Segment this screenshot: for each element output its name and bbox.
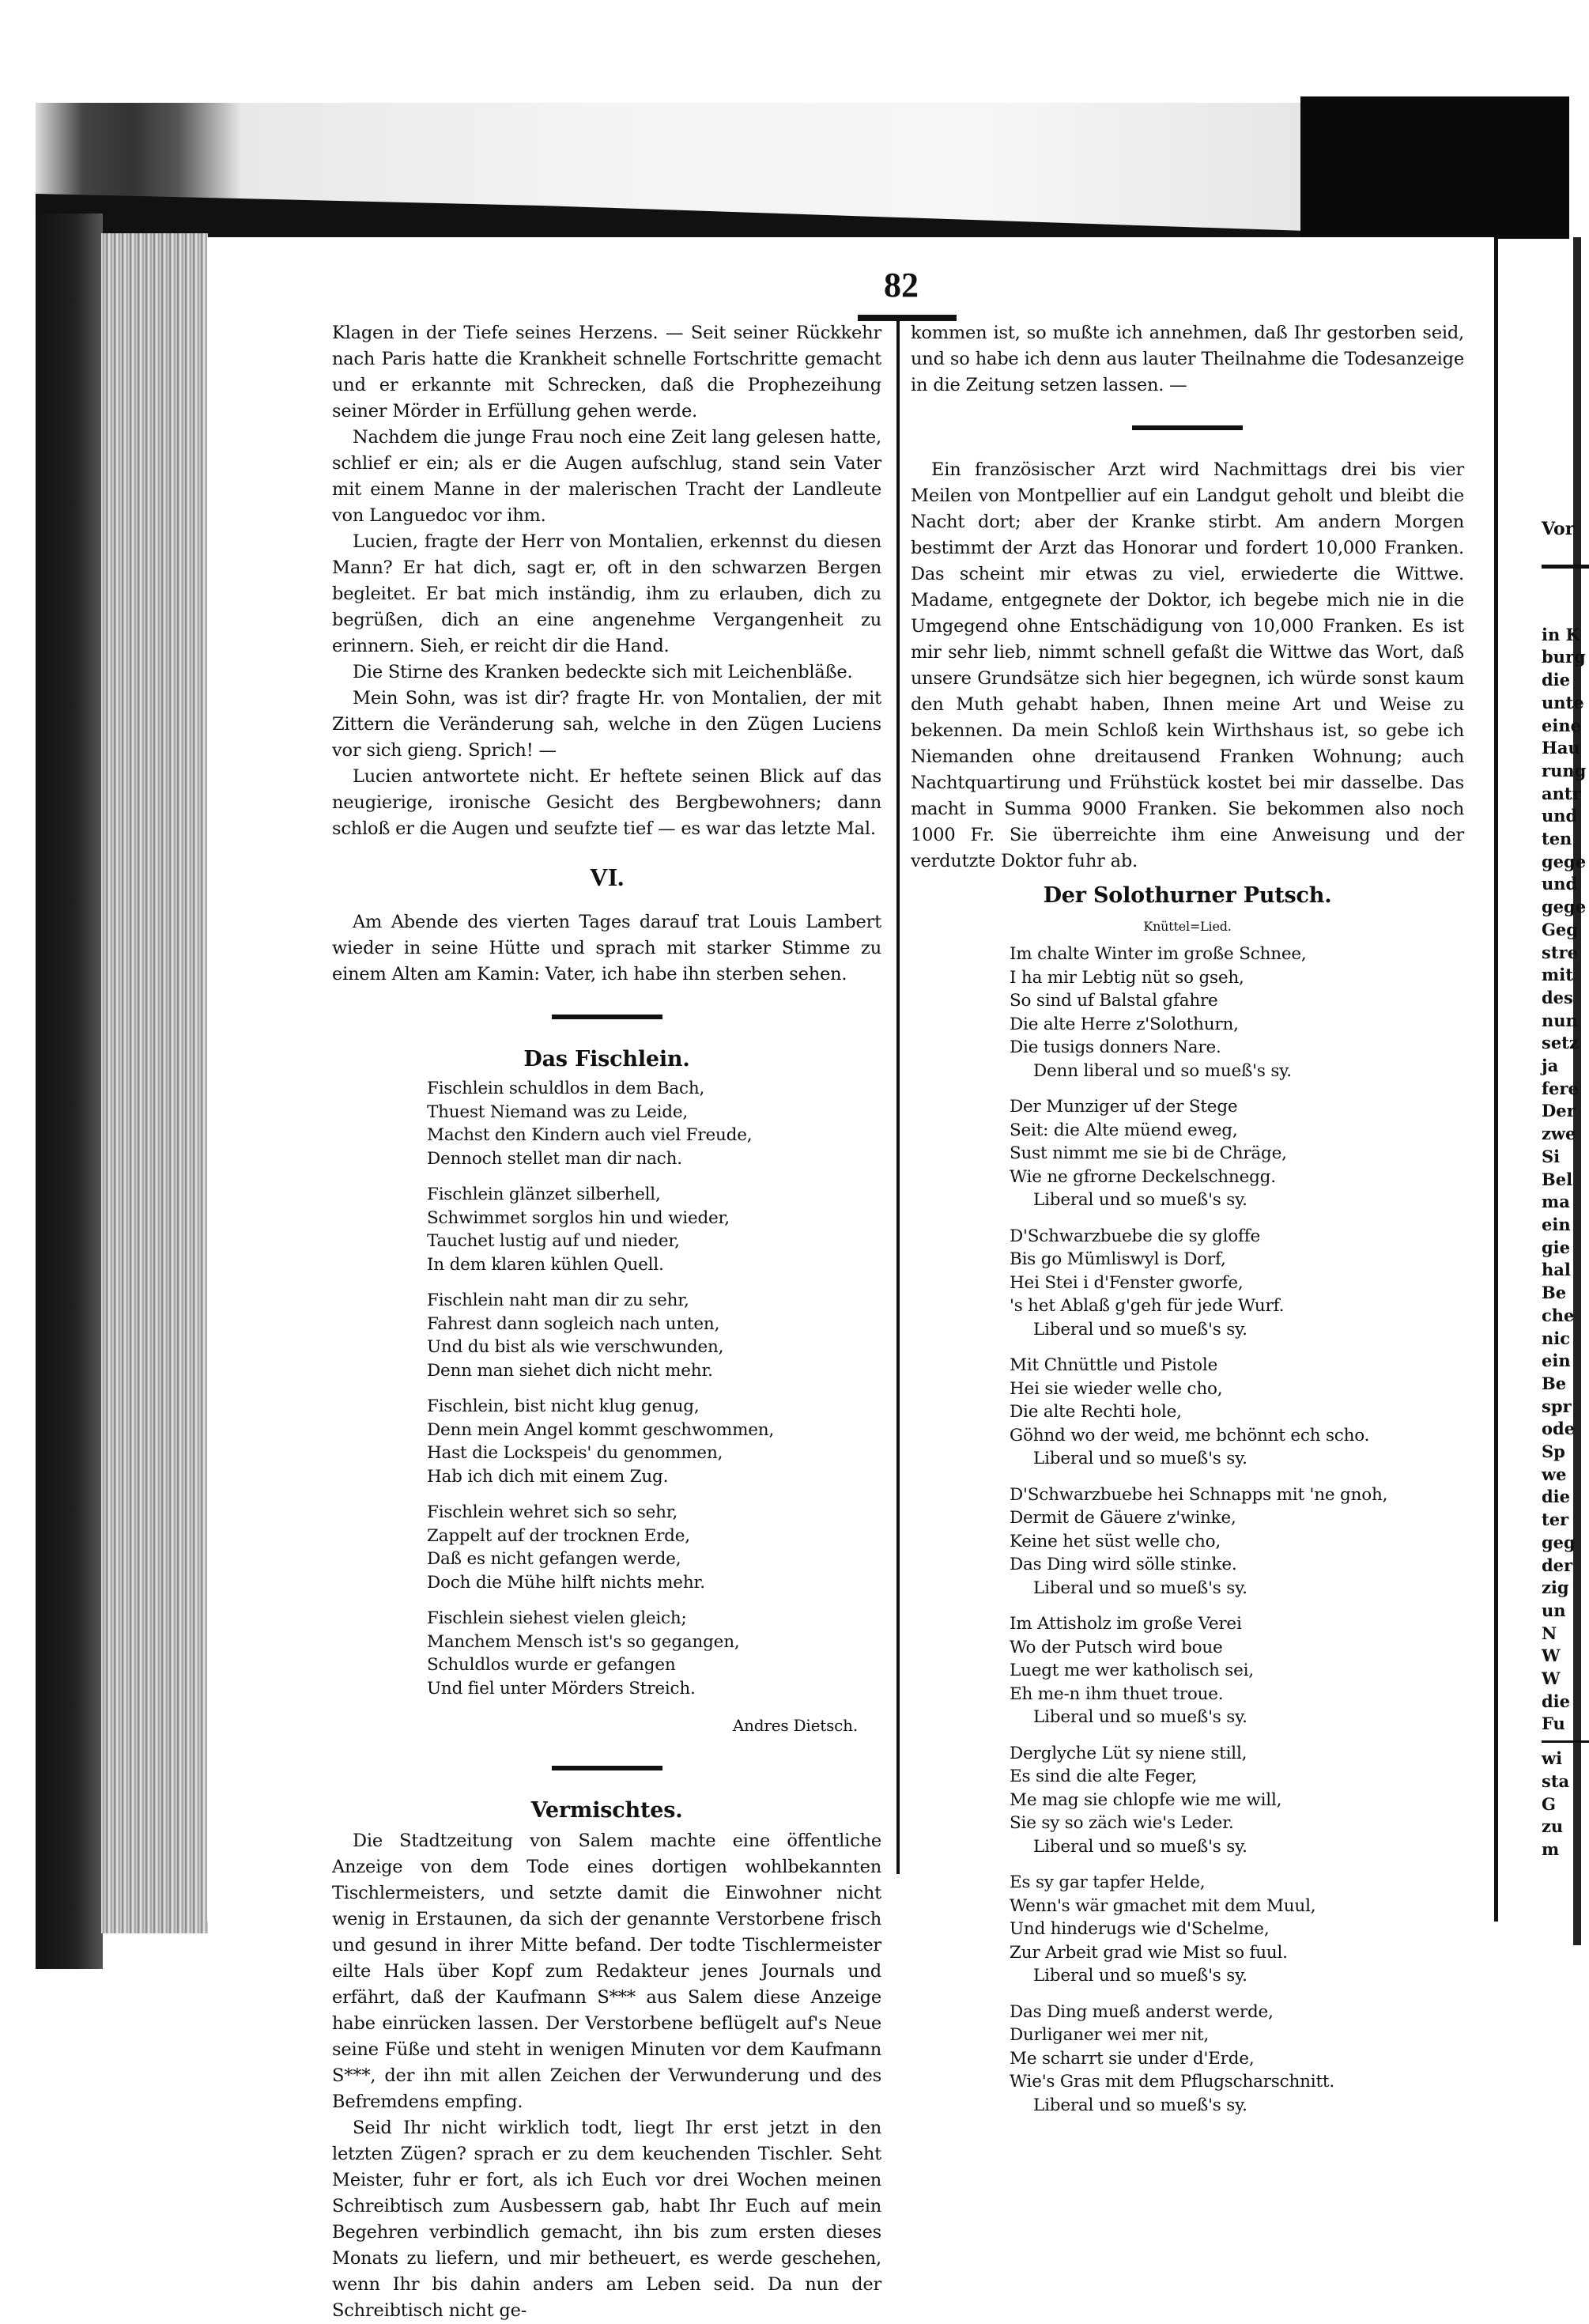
fragment-line: Be [1542, 1373, 1567, 1393]
scan-dark-area [1300, 96, 1569, 239]
poem-line: Schwimmet sorglos hin und wieder, [427, 1207, 730, 1228]
poem-stanza [1010, 1871, 1464, 1988]
book-spine [36, 214, 103, 1969]
poem-line: Das Ding mueß anderst werde, [1010, 2001, 1274, 2022]
paragraph: kommen ist, so mußte ich annehmen, daß Ihr gestorben seid, und so habe ich denn aus lauter Theilnahme die Todesanzeige in die Zeitung setzen lassen. — [911, 323, 1464, 395]
section-heading: VI. [590, 863, 624, 891]
fragment-line: Bel [1542, 1169, 1573, 1189]
poem-line: So sind uf Balstal gfahre [1010, 991, 1218, 1011]
fragment-line: zu [1542, 1816, 1564, 1837]
fragment-line: ode [1542, 1419, 1576, 1439]
fragment-line: die [1542, 1487, 1571, 1507]
article-title: Vermischtes. [530, 1798, 683, 1823]
fragment-line: fere [1542, 1078, 1579, 1098]
poem-line: Me mag sie chlopfe wie me will, [1010, 1789, 1282, 1810]
poem-stanza [427, 1501, 881, 1594]
poem-line: Bis go Mümliswyl is Dorf, [1010, 1249, 1226, 1269]
separator-rule [1132, 425, 1243, 430]
fragment-line: gege [1542, 897, 1587, 917]
poem-line: Mit Chnüttle und Pistole [1010, 1355, 1218, 1375]
poem-line: Und du bist als wie verschwunden, [427, 1337, 724, 1357]
fragment-line: Be [1542, 1283, 1567, 1303]
poem-line: D'Schwarzbuebe hei Schnapps mit 'ne gnoh, [1010, 1484, 1388, 1505]
fragment-line: sta [1542, 1770, 1570, 1791]
fragment-line: des [1542, 987, 1573, 1007]
left-column [332, 320, 881, 2324]
poem-stanza [1010, 1354, 1464, 1471]
article-title: Der Solothurner Putsch. [1043, 883, 1332, 908]
fragment-line: der [1542, 1555, 1573, 1575]
paragraph: Am Abende des vierten Tages darauf trat Louis Lambert wieder in seine Hütte und sprach mit starker Stimme zu einem Alten am Kamin: Vater, ich habe ihn sterben sehen. [332, 912, 881, 984]
poem-refrain: Liberal und so mueß's sy. [1033, 1319, 1247, 1340]
article-title: Das Fischlein. [523, 1047, 690, 1071]
fragment-line: nic [1542, 1328, 1571, 1348]
poem-line: Es sy gar tapfer Helde, [1010, 1872, 1206, 1892]
poem-line: Wenn's wär gmachet mit dem Muul, [1010, 1895, 1316, 1916]
fragment-heading: Vor [1542, 519, 1575, 539]
fragment-line: in K [1542, 624, 1580, 644]
poem-line: Fischlein glänzet silberhell, [427, 1185, 661, 1204]
poem-line: Wie's Gras mit dem Pflugscharschnitt. [1010, 2072, 1334, 2092]
poem-stanza [1010, 1483, 1464, 1600]
poem-line: Dennoch stellet man dir nach. [427, 1148, 682, 1169]
poem-line: Zappelt auf der trocknen Erde, [427, 1525, 690, 1546]
poem-line: Thuest Niemand was zu Leide, [427, 1102, 689, 1122]
poem-line: Hei Stei i d'Fenster gworfe, [1010, 1272, 1244, 1293]
fragment-line: die [1542, 670, 1571, 690]
poem-line: Manchem Mensch ist's so gegangen, [427, 1631, 740, 1652]
poem-refrain: Liberal und so mueß's sy. [1033, 1449, 1247, 1468]
poem-line: Wo der Putsch wird boue [1010, 1637, 1223, 1657]
poem-line: Denn man siehet dich nicht mehr. [427, 1360, 713, 1381]
fragment-line: W [1542, 1646, 1561, 1666]
poem-refrain: Liberal und so mueß's sy. [1033, 1836, 1247, 1857]
fragment-line: und [1542, 874, 1578, 894]
poem-line: Hast die Lockspeis' du genommen, [427, 1443, 723, 1463]
poem-refrain: Liberal und so mueß's sy. [1033, 2095, 1247, 2115]
poem-line: Denn mein Angel kommt geschwommen, [427, 1419, 775, 1440]
fragment-rule [1542, 1740, 1589, 1743]
page-number: 82 [884, 266, 919, 304]
poem-line: Fischlein naht man dir zu sehr, [427, 1290, 689, 1310]
article-subtitle: Knüttel=Lied. [1143, 919, 1232, 934]
poem-line: Die alte Rechti hole, [1010, 1402, 1182, 1422]
poem-stanza [1010, 1095, 1464, 1212]
poem-line: Sust nimmt me sie bi de Chräge, [1010, 1143, 1287, 1163]
fragment-line: G [1542, 1793, 1556, 1814]
poem-line: Keine het süst welle cho, [1010, 1531, 1221, 1551]
fragment-line: die [1542, 1691, 1571, 1711]
fragment-line: m [1542, 1838, 1560, 1859]
page-stack-edge [101, 233, 208, 1933]
fragment-line: Hau [1542, 738, 1580, 758]
poem-stanza [1010, 943, 1464, 1083]
poem-stanza [427, 1607, 881, 1700]
poem-line: I ha mir Lebtig nüt so gseh, [1010, 967, 1244, 988]
fragment-line: Fu [1542, 1714, 1565, 1734]
poem-line: Machst den Kindern auch viel Freude, [427, 1125, 753, 1145]
poem-line: Zur Arbeit grad wie Mist so fuul. [1010, 1942, 1288, 1963]
poem-line: Es sind die alte Feger, [1010, 1767, 1198, 1786]
paragraph: Ein französischer Arzt wird Nachmittags drei bis vier Meilen von Montpellier auf ein Landgut geholt und bleibt die Nacht dort; aber der Kranke stirbt. Am andern Morgen bestimmt der Arzt das Honorar und fordert 10,000 Franken. Das scheint mir etwas zu viel, erwiederte die Wittwe. Madame, entgegnete der Doktor, ich begebe mich nie in die Umgegend ohne Entschädigung von 10,000 Franken. Es ist mir sehr lieb, nimmt schnell gefaßt die Wittwe das Wort, daß unsere Grundsätze sich hier begegnen, ich würde sonst kaum den Muth gehabt haben, Ihnen meine Art und Weise zu bekennen. Da mein Schloß kein Wirthshaus ist, so gebe ich Niemanden ohne dreitausend Franken Wohnung; auch Nachtquartirung und Frühstück kostet bei mir dasselbe. Das macht in Summa 9000 Franken. Sie bekommen also noch 1000 Fr. Sie überreichte ihm eine Anweisung und der verdutzte Doktor fuhr ab. [911, 459, 1464, 871]
paragraph: Lucien, fragte der Herr von Montalien, erkennst du diesen Mann? Er hat dich, sagt er, oft in den schwarzen Bergen begleitet. Er bat mich inständig, ihm zu erlauben, dich zu begrüßen, dich an eine angenehme Vergangenheit zu erinnern. Sieh, er reicht dir die Hand. [332, 531, 881, 656]
poem-refrain: Denn liberal und so mueß's sy. [1033, 1060, 1292, 1081]
fragment-line: rung [1542, 760, 1587, 780]
fragment-line: hal [1542, 1260, 1571, 1280]
poem-line: Schuldlos wurde er gefangen [427, 1655, 676, 1675]
fragment-line: Sp [1542, 1442, 1565, 1462]
poem-line: Eh me-n ihm thuet troue. [1010, 1683, 1224, 1704]
fragment-line: W [1542, 1668, 1561, 1689]
paragraph: Lucien antwortete nicht. Er heftete seinen Blick auf das neugierige, ironische Gesicht des Bergbewohners; dann schloß er die Augen und seufzte tief — es war das letzte Mal. [332, 766, 881, 839]
poem-line: Und fiel unter Mörders Streich. [427, 1678, 696, 1699]
fragment-line: wi [1542, 1748, 1563, 1769]
separator-rule [552, 1015, 662, 1019]
fragment-line: antr [1542, 783, 1581, 803]
fragment-line: un [1542, 1600, 1566, 1620]
paragraph: Die Stirne des Kranken bedeckte sich mit Leichenbläße. [353, 662, 853, 682]
poem-stanza [1010, 1742, 1464, 1859]
fragment-line: ter [1542, 1510, 1569, 1530]
fragment-line: che [1542, 1305, 1575, 1325]
poem-line: Hab ich dich mit einem Zug. [427, 1466, 669, 1487]
poem-line: Fahrest dann sogleich nach unten, [427, 1313, 720, 1334]
fragment-line: ja [1542, 1056, 1559, 1076]
poem-line: Sie sy so zäch wie's Leder. [1010, 1813, 1234, 1833]
poem-line: Luegt me wer katholisch sei, [1010, 1661, 1254, 1680]
fragment-line: we [1542, 1464, 1567, 1484]
poem-line: Die tusigs donners Nare. [1010, 1037, 1221, 1057]
poem-line: Tauchet lustig auf und nieder, [427, 1231, 680, 1251]
poem-line: Fischlein wehret sich so sehr, [427, 1502, 678, 1522]
author-signature: Andres Dietsch. [732, 1716, 858, 1735]
fragment-rule [1542, 565, 1589, 569]
fragment-line: Der [1542, 1101, 1576, 1121]
poem-line: Seit: die Alte müend eweg, [1010, 1120, 1238, 1140]
poem [427, 1077, 881, 1700]
poem-line: Wie ne gfrorne Deckelschnegg. [1010, 1166, 1276, 1187]
poem-line: Im chalte Winter im große Schnee, [1010, 944, 1307, 964]
poem-line: Göhnd wo der weid, me bchönnt ech scho. [1010, 1425, 1370, 1445]
paragraph: Klagen in der Tiefe seines Herzens. — Seit seiner Rückkehr nach Paris hatte die Krankheit schnelle Fortschritte gemacht und er erkannte mit Schrecken, daß die Prophezeihung seiner Mörder in Erfüllung gehen werde. [332, 323, 881, 421]
poem-line: Im Attisholz im große Verei [1010, 1614, 1242, 1634]
poem-line: Me scharrt sie under d'Erde, [1010, 2048, 1255, 2069]
poem-line: Daß es nicht gefangen werde, [427, 1549, 681, 1569]
poem-line: Durliganer wei mer nit, [1010, 2025, 1210, 2045]
poem [1010, 943, 1464, 2117]
poem-line: Dermit de Gäuere z'winke, [1010, 1508, 1236, 1528]
poem-stanza [427, 1077, 881, 1170]
fragment-line: ma [1542, 1192, 1570, 1212]
poem-stanza [1010, 2001, 1464, 2118]
fragment-line: Geg [1542, 919, 1578, 939]
fragment-line: Si [1542, 1146, 1561, 1166]
fragment-line: zig [1542, 1578, 1569, 1598]
fragment-line: und [1542, 806, 1578, 826]
fragment-line: nun [1542, 1010, 1578, 1030]
poem-line: Fischlein, bist nicht klug genug, [427, 1396, 700, 1416]
separator-rule [552, 1766, 662, 1770]
poem-line: D'Schwarzbuebe die sy gloffe [1010, 1226, 1261, 1246]
poem-line: Die alte Herre z'Solothurn, [1010, 1014, 1239, 1034]
poem-line: Der Munziger uf der Stege [1010, 1097, 1238, 1117]
poem-refrain: Liberal und so mueß's sy. [1033, 1707, 1247, 1727]
paragraph: Nachdem die junge Frau noch eine Zeit lang gelesen hatte, schlief er ein; als er die Augen aufschlug, stand sein Vater mit einem Manne in der malerischen Tracht der Landleute von Languedoc vor ihm. [332, 427, 881, 526]
poem-refrain: Liberal und so mueß's sy. [1033, 1966, 1247, 1986]
fragment-line: burg [1542, 647, 1586, 667]
fragment-line: ein [1542, 1351, 1571, 1371]
poem-stanza [1010, 1612, 1464, 1729]
poem-stanza [1010, 1225, 1464, 1342]
fragment-line: spr [1542, 1396, 1572, 1416]
fragment-line: ten [1542, 829, 1572, 849]
poem-line: Fischlein siehest vielen gleich; [427, 1608, 687, 1628]
poem-line: Und hinderugs wie d'Schelme, [1010, 1919, 1270, 1939]
poem-line: 's het Ablaß g'geh für jede Wurf. [1010, 1296, 1285, 1316]
column-divider [896, 320, 900, 1874]
fragment-line: ein [1542, 1214, 1571, 1234]
poem-stanza [427, 1395, 881, 1488]
fragment-line: unte [1542, 692, 1584, 712]
fragment-line: gie [1542, 1237, 1571, 1257]
fragment-line: mit [1542, 965, 1573, 985]
right-column [911, 320, 1464, 2129]
fragment-line: setz [1542, 1033, 1579, 1053]
poem-line: Das Ding wird sölle stinke. [1010, 1555, 1237, 1574]
poem-refrain: Liberal und so mueß's sy. [1033, 1578, 1247, 1598]
paragraph: Die Stadtzeitung von Salem machte eine öffentliche Anzeige von dem Tode eines dortigen wohlbekannten Tischlermeisters, und setzte damit die Einwohner nicht wenig in Erstaunen, da sich der genannte Verstorbene frisch und gesund in ihrer Mitte befand. Der todte Tischlermeister eilte Hals über Kopf zum Redakteur jenes Journals und erfährt, daß der Kaufmann S*** aus Salem diese Anzeige habe einrücken lassen. Der Verstorbene beflügelt auf's Neue seine Füße und steht in wenigen Minuten vor dem Kaufmann S***, der ihn mit allen Zeichen der Verwunderung und des Befremdens empfing. [332, 1831, 881, 2112]
fragment-line: stre [1542, 942, 1578, 962]
fragment-line: N [1542, 1623, 1557, 1643]
poem-line: Fischlein schuldlos in dem Bach, [427, 1079, 705, 1098]
poem-line: Hei sie wieder welle cho, [1010, 1378, 1223, 1399]
poem-stanza [427, 1183, 881, 1276]
poem-line: In dem klaren kühlen Quell. [427, 1254, 664, 1275]
adjacent-page-fragment [1542, 518, 1587, 1861]
fragment-line: zwe [1542, 1124, 1576, 1144]
paragraph: Mein Sohn, was ist dir? fragte Hr. von Montalien, der mit Zittern die Veränderung sah, welche in den Zügen Luciens vor sich gieng. Sprich! — [332, 688, 881, 761]
fragment-line: eine [1542, 715, 1581, 735]
poem-line: Doch die Mühe hilft nichts mehr. [427, 1572, 705, 1593]
fragment-line: geg [1542, 1532, 1576, 1552]
poem-stanza [427, 1289, 881, 1382]
fragment-line: gege [1542, 851, 1587, 871]
paragraph: Seid Ihr nicht wirklich todt, liegt Ihr erst jetzt in den letzten Zügen? sprach er zu dem keuchenden Tischler. Seht Meister, fuhr er fort, als ich Euch vor drei Wochen meinen Schreibtisch zum Ausbessern gab, habt Ihr Euch auf mein Begehren verbindlich gemacht, ihn bis zum ersten dieses Monats zu liefern, und mir betheuert, es werde geschehen, wenn Ihr bis dahin anders am Leben seid. Da nun der Schreibtisch nicht ge- [332, 2118, 881, 2321]
poem-refrain: Liberal und so mueß's sy. [1033, 1190, 1247, 1210]
poem-line: Derglyche Lüt sy niene still, [1010, 1743, 1247, 1763]
